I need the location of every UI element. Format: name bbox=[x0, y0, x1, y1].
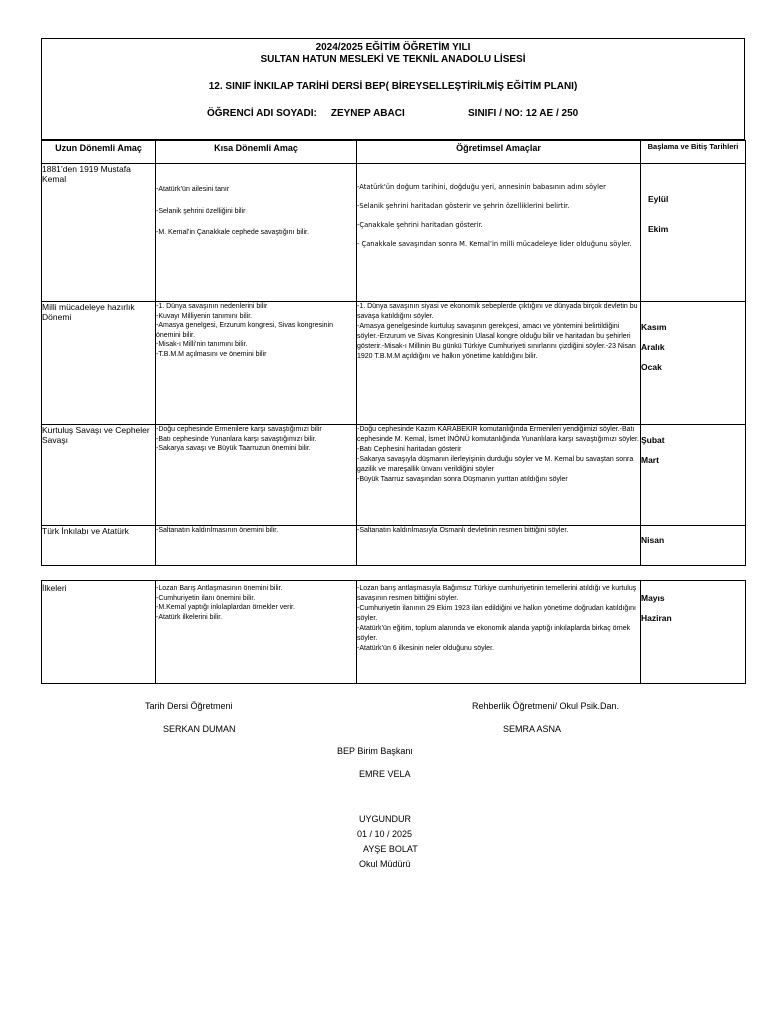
header-short-term: Kısa Dönemli Amaç bbox=[156, 141, 357, 164]
list-item: -Selanik şehrini haritadan gösterir ve şehrin özelliklerini belirtir. bbox=[357, 202, 570, 210]
list-item: -Atatürk'ün doğum tarihini, doğduğu yeri, annesinin babasının adını söyler bbox=[357, 183, 606, 191]
principal-name: AYŞE BOLAT bbox=[363, 844, 418, 854]
list-item: - Çanakkale savaşından sonra M. Kemal’in milli mücadeleye lider olduğunu söyler. bbox=[357, 240, 632, 248]
date-item: Aralık bbox=[641, 342, 665, 352]
short-term-goals bbox=[156, 581, 357, 684]
principal-title: Okul Müdürü bbox=[359, 859, 411, 869]
list-item: -M.Kemal yaptığı inkılaplardan örnekler verir. bbox=[156, 604, 295, 611]
date-item: Ocak bbox=[641, 362, 662, 372]
list-item: -Cumhuriyetin ilanı önemini bilir. bbox=[156, 594, 256, 602]
instructional-goals bbox=[357, 164, 641, 302]
list-item: -Batı cephesinde Yunanlara karşı savaştığımızı bilir. bbox=[156, 435, 317, 443]
list-item: -M. Kemal’in Çanakkale cephede savaştığını bilir. bbox=[156, 229, 309, 236]
table-row bbox=[42, 302, 746, 425]
long-term-goal: Milli mücadeleye hazırlık Dönemi bbox=[42, 302, 156, 425]
list-item: -Atatürk’ün 6 ilkesinin neler olduğunu söyler. bbox=[357, 645, 494, 652]
list-item: -1. Dünya savaşının nedenlerini bilir bbox=[156, 303, 268, 310]
list-item: -Misak-ı Milli’nin tanımını bilir. bbox=[156, 341, 248, 348]
list-item: -Selanik şehrini özelliğini bilir bbox=[156, 207, 246, 215]
table-header-row bbox=[42, 141, 746, 164]
list-item: -Sakarya savaşıyla düşmanın ilerleyişinin durduğu söyler ve M. Kemal bu savaştan sonra gazilik ve mareşallik ünvanı verildiğini söyler bbox=[357, 456, 634, 473]
instructional-goals bbox=[357, 526, 641, 566]
list-item: -1. Dünya savaşının siyasi ve ekonomik sebeplerde çıktığını ve dünyada birçok devletin bu savaşa katıldığını söyler. bbox=[357, 303, 638, 320]
plan-table-continued bbox=[41, 580, 746, 684]
list-item: -Atatürk’ün eğitim, toplum alanında ve ekonomik alanda yaptığı inkılaplarda birkaç örnek söyler. bbox=[357, 625, 631, 642]
approval-text: UYGUNDUR bbox=[359, 814, 412, 824]
history-teacher-name: SERKAN DUMAN bbox=[163, 724, 236, 734]
header-long-term: Uzun Dönemli Amaç bbox=[42, 141, 156, 164]
list-item: -Saltanatın kaldırılmasının önemini bilir. bbox=[156, 527, 279, 534]
bep-head-title: BEP Birim Başkanı bbox=[337, 746, 413, 756]
date-item: Ekim bbox=[648, 224, 669, 234]
school-name: SULTAN HATUN MESLEKİ VE TEKNİL ANADOLU LİSESİ bbox=[260, 54, 526, 65]
history-teacher-title: Tarih Dersi Öğretmeni bbox=[145, 701, 233, 711]
list-item: -Kuvayı Milliyenin tanımını bilir. bbox=[156, 312, 253, 320]
short-term-goals bbox=[156, 302, 357, 425]
header-instructional: Öğretimsel Amaçlar bbox=[357, 141, 641, 164]
long-term-goal: İlkeleri bbox=[42, 581, 156, 684]
list-item: -Büyük Taarruz savaşından sonra Düşmanın yurttan atıldığını söyler bbox=[357, 476, 568, 483]
list-item: -Atatürk ilkelerini bilir. bbox=[156, 613, 223, 621]
list-item: -Lozan Barış Antlaşmasının önemini bilir. bbox=[156, 585, 283, 592]
bep-head-name: EMRE VELA bbox=[359, 769, 411, 779]
list-item: -Sakarya savaşı ve Büyük Taarruzun önemini bilir. bbox=[156, 445, 311, 452]
list-item: -Doğu cephesinde Ermenilere karşı savaştığımızı bilir bbox=[156, 426, 322, 433]
counselor-title: Rehberlik Öğretmeni/ Okul Psik.Dan. bbox=[472, 701, 620, 711]
dates bbox=[641, 302, 746, 425]
dates bbox=[641, 581, 746, 684]
plan-table bbox=[41, 140, 746, 566]
long-term-goal: Türk İnkılabı ve Atatürk bbox=[42, 526, 156, 566]
date-item: Haziran bbox=[641, 613, 672, 623]
list-item: -T.B.M.M açılmasını ve önemini bilir bbox=[156, 350, 267, 358]
long-term-goal: 1881’den 1919 Mustafa Kemal bbox=[42, 164, 156, 302]
student-info bbox=[207, 108, 405, 119]
long-term-goal: Kurtuluş Savaşı ve Cepheler Savaşı bbox=[42, 425, 156, 526]
list-item: -Batı Cephesini haritadan gösterir bbox=[357, 446, 462, 453]
list-item: -Cumhuriyetin ilanının 29 Ekim 1923 ilan edildiğini ve halkın yönetime doğrudan katıldığını söyler. bbox=[357, 605, 636, 622]
list-item: -Amasya genelgesi, Erzurum kongresi, Sivas kongresinin önemini bilir. bbox=[156, 322, 334, 339]
short-term-goals bbox=[156, 526, 357, 566]
date-item: Mayıs bbox=[641, 593, 665, 603]
instructional-goals bbox=[357, 425, 641, 526]
table-row bbox=[42, 164, 746, 302]
list-item: -Doğu cephesinde Kazım KARABEKİR komutanlığında Ermenileri yendiğimizi söyler.-Batı cephesinde M. Kemal, İsmet İNÖNÜ komutanlığında Yunanlılara karşı savaştığımızı söyler. bbox=[357, 426, 639, 443]
class-info: SINIFI / NO: 12 AE / 250 bbox=[468, 108, 579, 119]
header-dates: Başlama ve Bitiş Tarihleri bbox=[641, 141, 746, 164]
date-item: Eylül bbox=[648, 194, 669, 204]
student-name: ZEYNEP ABACI bbox=[330, 108, 405, 119]
approval-date: 01 / 10 / 2025 bbox=[357, 829, 413, 839]
instructional-goals bbox=[357, 302, 641, 425]
list-item: -Atatürk’ün ailesini tanır bbox=[156, 186, 230, 193]
date-item: Mart bbox=[641, 455, 659, 465]
dates bbox=[641, 425, 746, 526]
list-item: -Saltanatın kaldırılmasıyla Osmanlı devletinin resmen bittiğini söyler. bbox=[357, 527, 569, 534]
date-item: Kasım bbox=[641, 322, 667, 332]
table-row bbox=[42, 581, 746, 684]
counselor-name: SEMRA ASNA bbox=[503, 724, 562, 734]
table-row bbox=[42, 425, 746, 526]
list-item: -Amasya genelgesinde kurtuluş savaşının gerekçesi, amacı ve yöntemini belirtildiğini söyler.-Erzurum ve Sivas Kongresinin Ulasal kongre olduğu bilir ve haritadan bu şehirleri gösterir.-Misak-ı Millinin Bu günkü Türkiye Cumhuriyeti sınırlarını çizdiğini söyler.-23 Nisan 1920 T.B.M.M açıldığını ve halkın yönetime katıldığını bilir. bbox=[357, 323, 636, 360]
school-year-title: 2024/2025 EĞİTİM ÖĞRETİM YILI bbox=[315, 42, 471, 53]
table-row bbox=[42, 526, 746, 566]
date-item: Şubat bbox=[641, 435, 665, 445]
list-item: -Çanakkale şehrini haritadan gösterir. bbox=[357, 221, 483, 229]
dates bbox=[641, 164, 746, 302]
list-item: -Lozan barış antlaşmasıyla Bağımsız Türkiye cumhuriyetinin temellerini atıldığı ve kurtuluş savaşının resmen bittiğini söyler. bbox=[357, 585, 637, 602]
instructional-goals bbox=[357, 581, 641, 684]
date-item: Nisan bbox=[641, 535, 665, 545]
short-term-goals bbox=[156, 425, 357, 526]
student-label: ÖĞRENCİ ADI SOYADI: bbox=[207, 108, 317, 119]
plan-title: 12. SINIF İNKILAP TARİHİ DERSİ BEP( BİREYSELLEŞTİRİLMİŞ EĞİTİM PLANI) bbox=[208, 81, 578, 92]
document-header bbox=[41, 38, 745, 140]
short-term-goals bbox=[156, 164, 357, 302]
dates bbox=[641, 526, 746, 566]
